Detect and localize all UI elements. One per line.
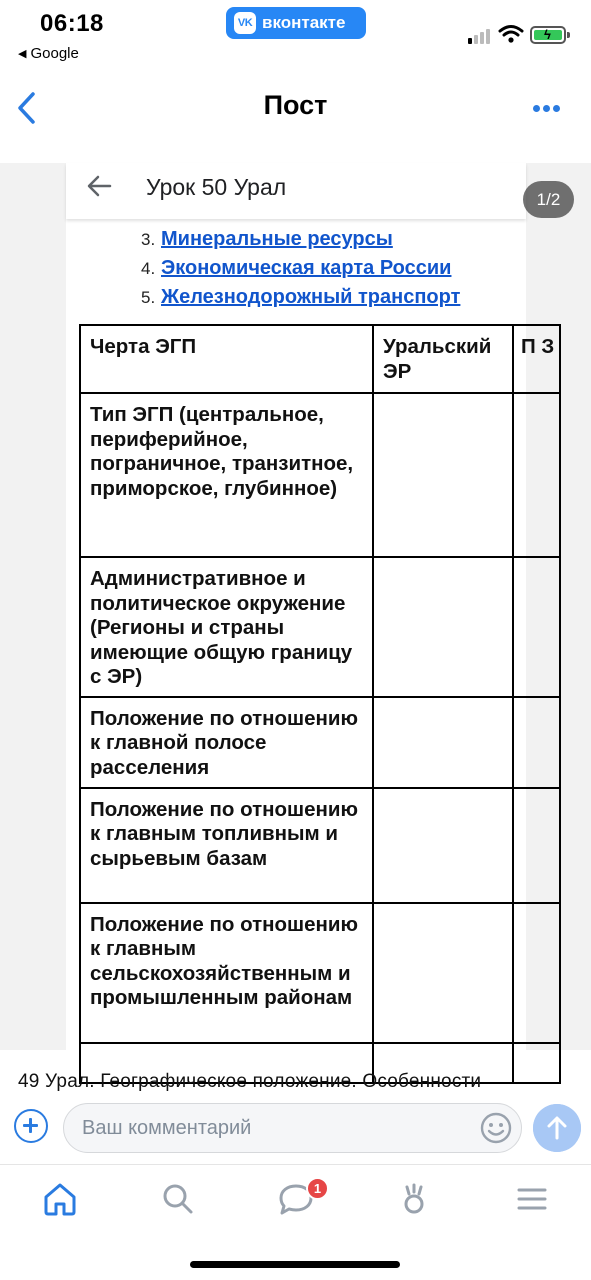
- table-row: [80, 788, 560, 903]
- post-image[interactable]: [0, 163, 591, 1050]
- doc-link: Минеральные ресурсы: [161, 228, 393, 250]
- doc-header: [66, 163, 526, 219]
- wifi-icon: [498, 24, 524, 44]
- table-header-row: [80, 325, 560, 393]
- doc-title: Урок 50 Урал: [146, 174, 287, 200]
- comment-input[interactable]: [63, 1103, 522, 1153]
- post-header: [0, 72, 591, 144]
- more-dots-icon[interactable]: [530, 98, 564, 118]
- post-caption: 49 Урал. Географическое положение. Особенности: [18, 1071, 482, 1092]
- comment-bar: [0, 1094, 591, 1164]
- table-row: [80, 557, 560, 697]
- doc-link: Железнодорожный транспорт: [161, 286, 461, 308]
- table-cell: Положение по отношению к главным сельскохозяйственным и промышленным районам: [80, 903, 373, 1043]
- cellular-signal-icon: [468, 28, 492, 44]
- emoji-icon[interactable]: [480, 1112, 512, 1144]
- doc-link: Экономическая карта России: [161, 257, 452, 279]
- tab-bar: [0, 1164, 591, 1280]
- clips-icon[interactable]: [394, 1179, 434, 1219]
- messages-badge: 1: [306, 1177, 329, 1200]
- table-header-cell: П З: [513, 325, 560, 393]
- list-item: 3. Минеральные ресурсы: [141, 228, 393, 250]
- table-cell: Административное и политическое окружение (Регионы и страны имеющие общую границу с ЭР): [80, 557, 373, 697]
- table-row: [80, 393, 560, 557]
- app-badge-label: вконтакте: [262, 13, 346, 32]
- egp-table: [79, 324, 561, 1084]
- list-item: 5. Железнодорожный транспорт: [141, 286, 461, 308]
- vk-logo-icon: VK: [234, 12, 256, 34]
- menu-icon[interactable]: [512, 1179, 552, 1219]
- home-indicator: [190, 1261, 400, 1268]
- doc-link-list: [141, 225, 460, 312]
- battery-icon: ϟ: [530, 26, 566, 44]
- search-icon[interactable]: [158, 1179, 198, 1219]
- page-title: Пост: [263, 90, 328, 120]
- add-attachment-icon[interactable]: [14, 1109, 48, 1143]
- table-cell: Положение по отношению к главным топливным и сырьевым базам: [80, 788, 373, 903]
- table-row: [80, 697, 560, 788]
- back-to-app-link[interactable]: [18, 45, 79, 62]
- table-cell: Тип ЭГП (центральное, периферийное, пограничное, транзитное, приморское, глубинное): [80, 393, 373, 557]
- table-header-cell: Уральский ЭР: [373, 325, 513, 393]
- app-badge: [226, 7, 366, 39]
- status-bar: [0, 0, 591, 72]
- back-app-label: Google: [30, 45, 79, 62]
- table-row: [80, 903, 560, 1043]
- home-icon[interactable]: [40, 1179, 80, 1219]
- arrow-left-icon: [86, 173, 112, 199]
- send-arrow-icon[interactable]: [533, 1104, 581, 1152]
- list-item: 4. Экономическая карта России: [141, 257, 452, 279]
- status-time: 06:18: [40, 10, 104, 37]
- table-cell: Положение по отношению к главной полосе расселения: [80, 697, 373, 788]
- table-header-cell: Черта ЭГП: [80, 325, 373, 393]
- back-triangle-icon: ◀: [18, 48, 27, 60]
- page-counter: 1/2: [523, 181, 574, 218]
